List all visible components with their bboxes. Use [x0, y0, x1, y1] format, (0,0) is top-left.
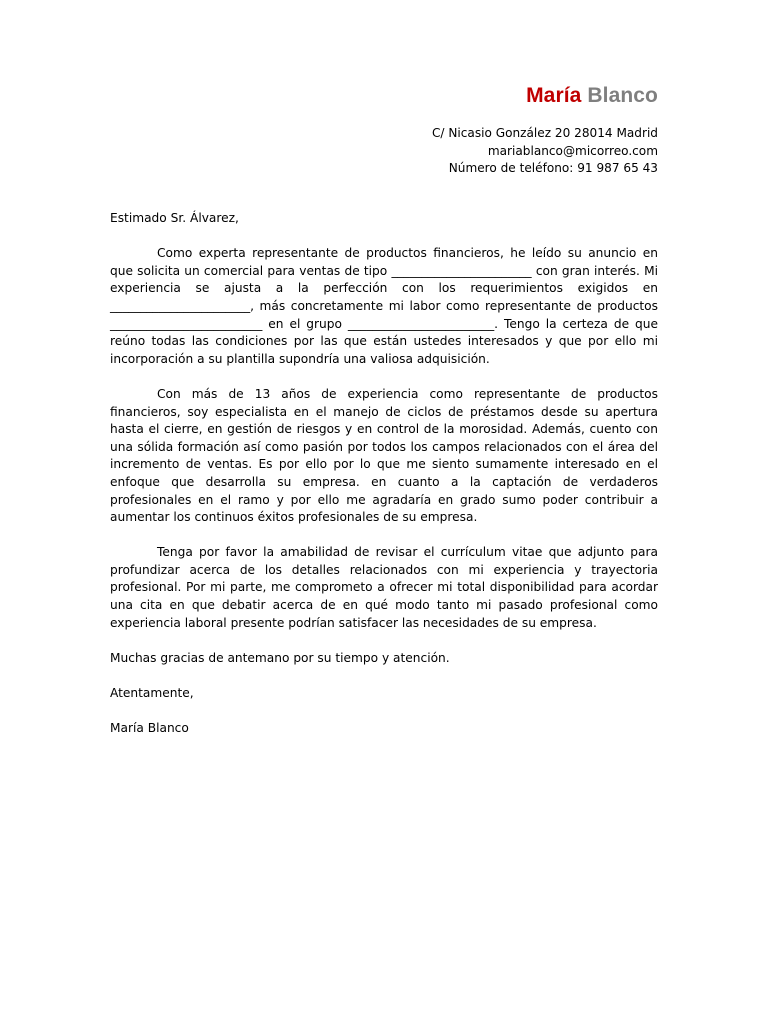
letter-signature: María Blanco: [110, 721, 189, 736]
contact-address: C/ Nicasio González 20 28014 Madrid: [431, 126, 658, 140]
letter-paragraph-3: Tenga por favor la amabilidad de revisar el currículum vitae que adjunto para profundizar acerca de los detalles relacionados con mi experiencia y trayectoria profesional. Por mi parte, me comprometo a ofrecer mi total disponibilidad para acordar una cita en que debatir acerca de en qué modo tanto mi pasado profesional como experiencia laboral presente podrían satisfacer las necesidades de su empresa.: [110, 545, 658, 630]
letter-body: [110, 210, 658, 755]
letter-greeting: Estimado Sr. Álvarez,: [110, 211, 239, 225]
letter-paragraph-2: Con más de 13 años de experiencia como representante de productos financieros, soy especialista en el manejo de ciclos de préstamos desde su apertura hasta el cierre, en gestión de riesgos y en control de la morosidad. Además, cuento con una sólida formación así como pasión por todos los campos relacionados con el área del incremento de ventas. Es por ello por lo que me siento sumamente interesado en el enfoque que desarrolla su empresa. en cuanto a la captación de verdaderos profesionales en el ramo y por ello me agradaría en grado sumo poder contribuir a aumentar los continuos éxitos profesionales de su empresa.: [110, 386, 658, 525]
letter-thanks: Muchas gracias de antemano por su tiempo y atención.: [110, 650, 450, 665]
header-name: [526, 84, 658, 108]
letter-closing: Atentamente,: [110, 686, 194, 701]
contact-phone: Número de teléfono: 91 987 65 43: [448, 161, 658, 176]
letter-paragraph-1: Como experta representante de productos financieros, he leído su anuncio en que solicita un comercial para ventas de tipo _______________________ con gran interés. Mi experiencia se ajusta a la perfección con los requerimientos exigidos en _______________________, más concretamente mi labor como representante de productos _________________________ en el grupo ________________________. Tengo la certeza de que reúno todas las condiciones por las que están ustedes interesados y que por ello mi incorporación a su plantilla supondría una valiosa adquisición.: [110, 246, 658, 366]
contact-email: mariablanco@micorreo.com: [487, 143, 658, 158]
header-last-name: Blanco: [587, 84, 658, 107]
header-first-name: María: [526, 84, 582, 107]
contact-block: [432, 125, 658, 178]
